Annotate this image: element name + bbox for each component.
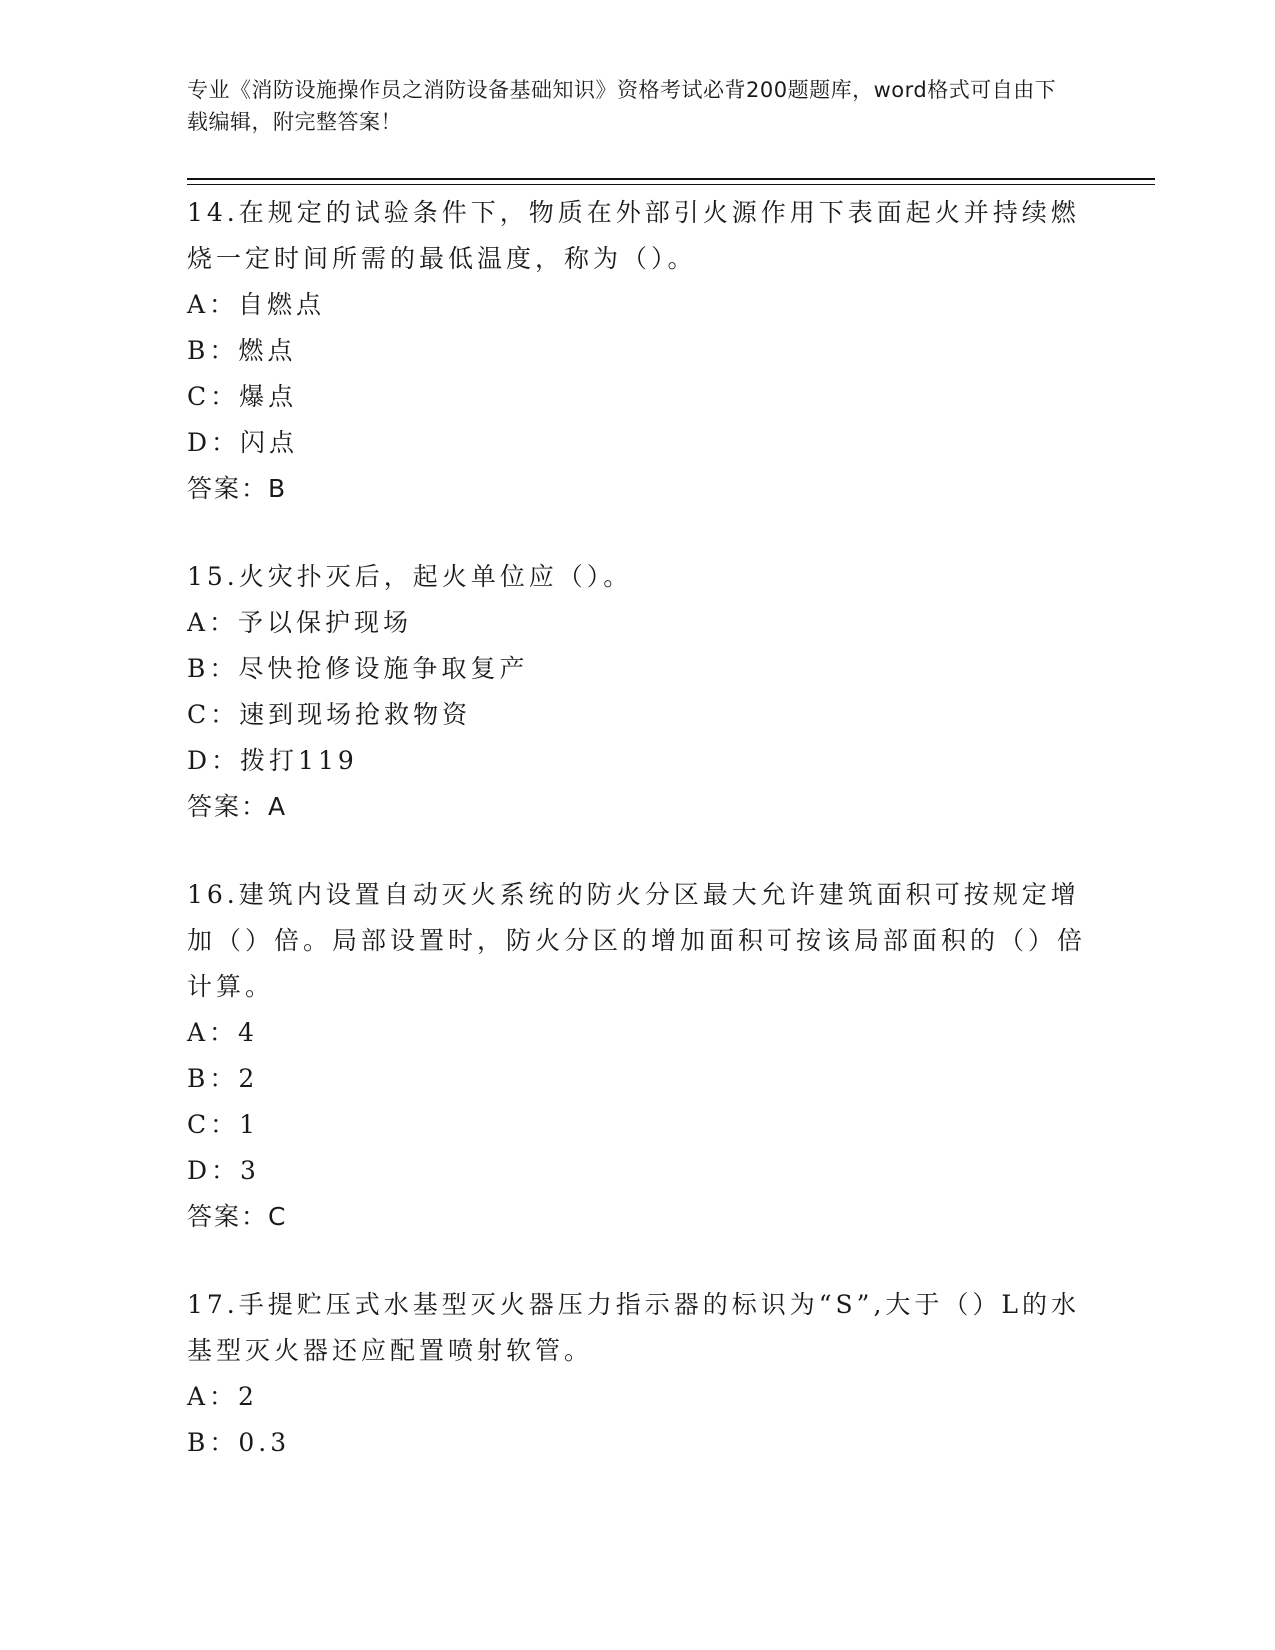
option-a: A：2	[187, 1382, 258, 1411]
question-text: 15.火灾扑灭后，起火单位应（）。	[187, 562, 633, 591]
option-b: B：尽快抢修设施争取复产	[187, 654, 529, 683]
question-text: 16.建筑内设置自动灭火系统的防火分区最大允许建筑面积可按规定增加（）倍。局部设置时，防火分区的增加面积可按该局部面积的（）倍计算。	[187, 880, 1087, 1001]
option-d: D：闪点	[187, 428, 299, 457]
document-header: 专业《消防设施操作员之消防设备基础知识》资格考试必背200题题库，word格式可自由下载编辑，附完整答案！	[187, 78, 1057, 134]
option-b: B：燃点	[187, 336, 297, 365]
answer: 答案：C	[187, 1202, 288, 1231]
option-a: A：4	[187, 1018, 258, 1047]
option-c: C：1	[187, 1110, 260, 1139]
option-d: D：3	[187, 1156, 260, 1185]
option-d: D：拨打119	[187, 746, 358, 775]
option-b: B：0.3	[187, 1428, 291, 1457]
question-text: 17.手提贮压式水基型灭火器压力指示器的标识为“S”,大于（）L的水基型灭火器还应配置喷射软管。	[187, 1290, 1080, 1365]
header-divider	[187, 178, 1155, 180]
header-divider-thin	[187, 184, 1155, 185]
option-b: B：2	[187, 1064, 259, 1093]
question-17	[187, 1282, 1087, 1466]
option-a: A：自燃点	[187, 290, 326, 319]
question-15	[187, 554, 1087, 830]
answer: 答案：B	[187, 474, 288, 503]
option-a: A：予以保护现场	[187, 608, 413, 637]
answer: 答案：A	[187, 792, 288, 821]
option-c: C：速到现场抢救物资	[187, 700, 472, 729]
question-list	[187, 190, 1087, 1508]
question-14	[187, 190, 1087, 512]
question-16	[187, 872, 1087, 1240]
option-c: C：爆点	[187, 382, 298, 411]
question-text: 14.在规定的试验条件下，物质在外部引火源作用下表面起火并持续燃烧一定时间所需的最低温度，称为（）。	[187, 198, 1080, 273]
